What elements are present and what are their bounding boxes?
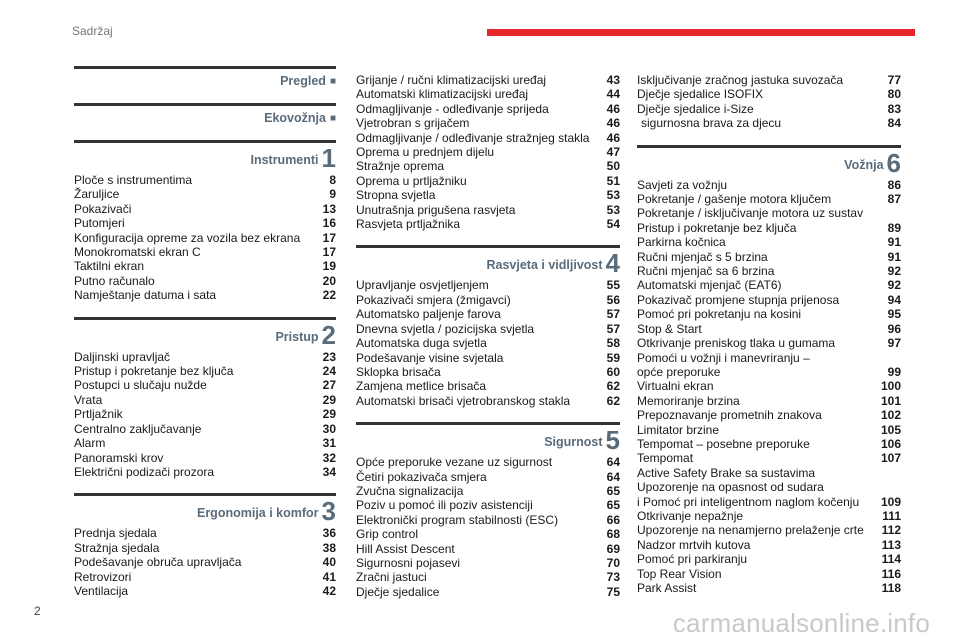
- toc-section: [356, 245, 620, 408]
- toc-entry-page: 95: [887, 307, 901, 322]
- toc-entry-title: Otkrivanje nepažnje: [637, 508, 744, 523]
- toc-entry-title: Oprema u prtljažniku: [356, 173, 467, 188]
- toc-entry-title: Grip control: [356, 527, 419, 542]
- toc-entry-page: 27: [322, 378, 336, 393]
- toc-entry-page: 47: [606, 145, 620, 160]
- toc-column-1: [74, 66, 336, 612]
- toc-entry-page: 40: [322, 555, 336, 570]
- toc-entry[interactable]: [356, 293, 620, 307]
- toc-entry-title: Podešavanje visine svjetala: [356, 350, 504, 365]
- toc-entry-page: 102: [880, 408, 901, 423]
- toc-entry[interactable]: [74, 570, 336, 584]
- toc-entry-title: Vjetrobran s grijačem: [356, 116, 470, 131]
- toc-entry[interactable]: [637, 178, 901, 192]
- toc-entry-page: 91: [887, 249, 901, 264]
- toc-entry[interactable]: [74, 216, 336, 230]
- toc-entry-page: 16: [322, 216, 336, 231]
- toc-entry-title: Električni podizači prozora: [74, 464, 215, 479]
- toc-entry[interactable]: [356, 527, 620, 541]
- toc-entry[interactable]: [637, 235, 901, 249]
- toc-entry[interactable]: [356, 585, 620, 599]
- toc-entry[interactable]: [74, 436, 336, 450]
- toc-entry-page: 57: [606, 321, 620, 336]
- toc-entry-page: 50: [606, 159, 620, 174]
- toc-entry-page: 32: [322, 450, 336, 465]
- toc-entry-title: Centralno zaključavanje: [74, 421, 202, 436]
- toc-entry-title: Namještanje datuma i sata: [74, 288, 217, 303]
- toc-entry-title: sigurnosna brava za djecu: [641, 116, 782, 131]
- toc-entry-page: 55: [606, 278, 620, 293]
- toc-entry-title: Opće preporuke vezane uz sigurnost: [356, 455, 553, 470]
- toc-entry-title: Četiri pokazivača smjera: [356, 469, 487, 484]
- toc-entry[interactable]: [74, 541, 336, 555]
- toc-entry[interactable]: [637, 293, 901, 307]
- toc-entry[interactable]: [74, 555, 336, 569]
- toc-entry[interactable]: [356, 131, 620, 145]
- toc-entry[interactable]: [74, 187, 336, 201]
- toc-entry-page: 107: [880, 451, 901, 466]
- section-title: Sigurnost: [544, 435, 603, 450]
- toc-entry-page: 44: [606, 87, 620, 102]
- toc-entry[interactable]: [637, 365, 901, 379]
- section-heading: [74, 317, 336, 350]
- toc-entry-title: Oprema u prednjem dijelu: [356, 145, 495, 160]
- toc-entry-title: Dječje sjedalice i-Size: [637, 101, 754, 116]
- toc-entry[interactable]: [637, 73, 901, 87]
- toc-entry-page: 73: [606, 570, 620, 585]
- toc-entry-page: 91: [887, 235, 901, 250]
- toc-entry-page: 65: [606, 498, 620, 513]
- toc-entry-page: 60: [606, 364, 620, 379]
- toc-entry-page: 80: [887, 87, 901, 102]
- toc-entry-page: 30: [322, 421, 336, 436]
- toc-entry-title: Stop & Start: [637, 321, 702, 336]
- toc-section: [356, 422, 620, 599]
- watermark: carmanualsonline.info: [672, 608, 930, 638]
- toc-entry-page: 106: [880, 436, 901, 451]
- toc-entry-title: Automatska duga svjetla: [356, 336, 487, 351]
- toc-entry-title: Dječje sjedalice: [356, 584, 440, 599]
- toc-entry-title: Automatski klimatizacijski uređaj: [356, 87, 529, 102]
- toc-entry-title: Sigurnosni pojasevi: [356, 555, 461, 570]
- toc-entry-title: Grijanje / ručni klimatizacijski uređaj: [356, 73, 547, 87]
- toc-entry[interactable]: [356, 556, 620, 570]
- toc-entry-page: 101: [880, 393, 901, 408]
- toc-entry-page: 31: [322, 436, 336, 451]
- toc-entry-page: 116: [881, 566, 901, 581]
- toc-entry[interactable]: [74, 584, 336, 598]
- toc-entry[interactable]: [74, 202, 336, 216]
- section-title: Ekovožnja: [264, 111, 326, 125]
- toc-entry-title: Putno računalo: [74, 273, 155, 288]
- toc-entry-title: Elektronički program stabilnosti (ESC): [356, 512, 559, 527]
- toc-entry-title: Sklopka brisača: [356, 364, 441, 379]
- toc-entry-title: Pomoći u vožnji i manevriranju –: [637, 350, 810, 365]
- toc-entry[interactable]: [74, 422, 336, 436]
- toc-entry-title: Park Assist: [637, 581, 697, 595]
- toc-entry-page: 58: [606, 336, 620, 351]
- toc-entry[interactable]: [637, 102, 901, 116]
- toc-entry-title: Hill Assist Descent: [356, 541, 455, 556]
- toc-entry-title: Ploče s instrumentima: [74, 173, 193, 187]
- toc-entry-title: Pomoć pri pokretanju na kosini: [637, 307, 802, 322]
- toc-entry-page: 38: [322, 540, 336, 555]
- toc-entry-page: 112: [881, 523, 901, 538]
- toc-entry[interactable]: [356, 351, 620, 365]
- toc-entry-page: 70: [606, 555, 620, 570]
- toc-entry-title: Automatski mjenjač (EAT6): [637, 278, 782, 293]
- section-heading: [637, 145, 901, 178]
- toc-entry-title: Konfiguracija opreme za vozila bez ekrana: [74, 230, 301, 245]
- toc-column-3: [637, 66, 901, 609]
- toc-entry[interactable]: [637, 480, 901, 494]
- toc-entry-title: Stražnje oprema: [356, 159, 445, 174]
- toc-entry-page: 86: [887, 177, 901, 192]
- toc-entry[interactable]: [356, 570, 620, 584]
- toc-entry-title: Daljinski upravljač: [74, 349, 171, 364]
- toc-entry-page: 68: [606, 527, 620, 542]
- toc-entry-page: 97: [887, 336, 901, 351]
- toc-entry-title: Automatski brisači vjetrobranskog stakla: [356, 393, 571, 408]
- toc-entry-title: Postupci u slučaju nužde: [74, 378, 207, 393]
- toc-entry-title: Panoramski krov: [74, 450, 164, 465]
- toc-section: [637, 66, 901, 131]
- section-square-marker: ■: [329, 76, 336, 87]
- toc-entry-page: 24: [322, 364, 336, 379]
- toc-entry[interactable]: [74, 451, 336, 465]
- toc-entry-page: 100: [880, 379, 901, 394]
- section-title: Ergonomija i komfor: [196, 506, 319, 521]
- toc-entry[interactable]: [637, 264, 901, 278]
- toc-entry-page: 89: [887, 220, 901, 235]
- toc-entry-page: 46: [606, 101, 620, 116]
- toc-entry-title: Poziv u pomoć ili poziv asistenciji: [356, 498, 533, 513]
- toc-entry[interactable]: [356, 513, 620, 527]
- toc-entry-title: Pomoć pri parkiranju: [637, 552, 748, 567]
- toc-entry-title: Prtljažnik: [74, 407, 123, 422]
- toc-entry-page: 64: [606, 455, 620, 470]
- toc-entry[interactable]: [356, 188, 620, 202]
- toc-entry[interactable]: [637, 552, 901, 566]
- toc-section: [74, 317, 336, 480]
- toc-entry-page: 105: [880, 422, 901, 437]
- toc-entry-page: 53: [606, 188, 620, 203]
- toc-entry[interactable]: [637, 567, 901, 581]
- toc-section: [356, 66, 620, 231]
- toc-entry-page: 94: [887, 292, 901, 307]
- toc-entry-page: 109: [880, 494, 901, 509]
- toc-entry[interactable]: [356, 394, 620, 408]
- section-heading: [74, 493, 336, 527]
- toc-entry-title: Prednja sjedala: [74, 526, 157, 541]
- toc-entry-page: 114: [881, 552, 901, 567]
- toc-entry-page: 43: [606, 73, 620, 87]
- toc-entry-page: 113: [881, 537, 901, 552]
- toc-entry-title: Ručni mjenjač sa 6 brzina: [637, 264, 775, 279]
- toc-entry[interactable]: [356, 484, 620, 498]
- section-number: 4: [605, 248, 620, 279]
- toc-entry-title: Putomjeri: [74, 216, 125, 231]
- toc-entry[interactable]: [356, 159, 620, 173]
- toc-entry-page: 75: [606, 584, 620, 599]
- toc-entry[interactable]: [356, 116, 620, 130]
- toc-entry-page: 36: [322, 526, 336, 541]
- toc-entry-title: Upravljanje osvjetljenjem: [356, 278, 489, 293]
- toc-section: [74, 103, 336, 126]
- toc-entry[interactable]: [637, 581, 901, 595]
- toc-entry[interactable]: [356, 498, 620, 512]
- toc-entry[interactable]: [356, 278, 620, 292]
- toc-entry[interactable]: [637, 221, 901, 235]
- toc-entry-page: 64: [606, 469, 620, 484]
- toc-section: [74, 493, 336, 598]
- toc-entry-title: Parkirna kočnica: [637, 235, 726, 250]
- toc-entry-title: Savjeti za vožnju: [637, 177, 728, 192]
- toc-entry[interactable]: [637, 538, 901, 552]
- toc-entry[interactable]: [356, 145, 620, 159]
- toc-entry-title: Stražnja sjedala: [74, 540, 160, 555]
- toc-entry[interactable]: [356, 379, 620, 393]
- toc-entry-title: Zvučna signalizacija: [356, 483, 464, 498]
- toc-entry[interactable]: [74, 274, 336, 288]
- toc-entry-title: Pokretanje / gašenje motora ključem: [637, 192, 832, 207]
- toc-entry-page: 17: [322, 230, 336, 245]
- section-number: 2: [321, 319, 336, 350]
- toc-entry[interactable]: [637, 451, 901, 465]
- toc-entry-title: Pristup i pokretanje bez ključa: [74, 364, 234, 379]
- toc-entry-page: 29: [322, 392, 336, 407]
- toc-entry-title: Monokromatski ekran C: [74, 245, 201, 260]
- toc-entry[interactable]: [356, 307, 620, 321]
- toc-entry-page: 77: [887, 73, 901, 87]
- toc-entry[interactable]: [637, 250, 901, 264]
- toc-entry[interactable]: [637, 466, 901, 480]
- toc-entry-title: Upozorenje na opasnost od sudara: [637, 480, 824, 495]
- toc-entry[interactable]: [74, 526, 336, 540]
- toc-entry-title: i Pomoć pri inteligentnom naglom kočenju: [637, 494, 860, 509]
- toc-entry-page: 42: [322, 583, 336, 598]
- toc-entry-title: Unutrašnja prigušena rasvjeta: [356, 202, 516, 217]
- section-heading: [74, 103, 336, 126]
- toc-entry[interactable]: [637, 336, 901, 350]
- toc-entry-title: Isključivanje zračnog jastuka suvozača: [637, 73, 844, 87]
- toc-entry-page: 92: [887, 278, 901, 293]
- section-title: Pristup: [275, 329, 319, 344]
- toc-entry-page: 53: [606, 202, 620, 217]
- toc-entry[interactable]: [74, 245, 336, 259]
- page-header-title: Sadržaj: [72, 24, 113, 38]
- toc-entry[interactable]: [637, 423, 901, 437]
- toc-entry-title: Retrovizori: [74, 569, 132, 584]
- toc-entry-title: Ručni mjenjač s 5 brzina: [637, 249, 768, 264]
- toc-entry[interactable]: [637, 206, 901, 220]
- section-title: Rasvjeta i vidljivost: [486, 258, 603, 273]
- toc-entry-page: 13: [322, 201, 336, 216]
- toc-entry[interactable]: [637, 307, 901, 321]
- toc-entry[interactable]: [637, 116, 901, 130]
- toc-entry-page: 29: [322, 407, 336, 422]
- toc-entry-page: 66: [606, 512, 620, 527]
- section-title: Vožnja: [844, 157, 884, 172]
- toc-entry[interactable]: [637, 351, 901, 365]
- toc-entry[interactable]: [74, 465, 336, 479]
- toc-entry-title: Tempomat – posebne preporuke: [637, 436, 810, 451]
- toc-entry-title: Virtualni ekran: [637, 379, 714, 394]
- toc-entry[interactable]: [74, 288, 336, 302]
- toc-entry-title: Pokazivač promjene stupnja prijenosa: [637, 292, 840, 307]
- section-heading: [356, 245, 620, 279]
- toc-entry-title: Vrata: [74, 392, 103, 407]
- toc-entry-title: opće preporuke: [637, 364, 721, 379]
- toc-entry[interactable]: [637, 495, 901, 509]
- section-heading: [74, 140, 336, 173]
- section-heading: [74, 66, 336, 89]
- toc-entry-page: 34: [322, 464, 336, 479]
- toc-entry-title: Pokretanje / isključivanje motora uz sustav: [637, 206, 864, 221]
- toc-entry-title: Podešavanje obruča upravljača: [74, 555, 242, 570]
- toc-entry-title: Memoriranje brzina: [637, 393, 740, 408]
- toc-entry[interactable]: [356, 73, 620, 87]
- toc-entry[interactable]: [74, 364, 336, 378]
- toc-entry-title: Pristup i pokretanje bez ključa: [637, 220, 797, 235]
- toc-entry[interactable]: [356, 322, 620, 336]
- toc-entry-page: 84: [887, 116, 901, 131]
- toc-entry[interactable]: [356, 365, 620, 379]
- toc-entry[interactable]: [356, 102, 620, 116]
- toc-entry[interactable]: [637, 278, 901, 292]
- toc-entry[interactable]: [74, 259, 336, 273]
- section-number: 3: [321, 496, 336, 527]
- toc-entry-title: Tempomat: [637, 451, 694, 466]
- toc-entry[interactable]: [356, 542, 620, 556]
- toc-entry-page: 23: [322, 349, 336, 364]
- section-title: Instrumenti: [250, 153, 319, 167]
- toc-entry-page: 22: [322, 288, 336, 303]
- toc-entry[interactable]: [356, 87, 620, 101]
- toc-entry[interactable]: [637, 87, 901, 101]
- toc-entry-title: Limitator brzine: [637, 422, 720, 437]
- section-number: 6: [886, 147, 901, 178]
- toc-entry-page: 20: [322, 273, 336, 288]
- section-number: 1: [321, 143, 336, 173]
- toc-entry[interactable]: [356, 217, 620, 231]
- toc-entry[interactable]: [637, 509, 901, 523]
- toc-entry-title: Odmagljivanje - odleđivanje sprijeda: [356, 101, 549, 116]
- toc-entry-page: 118: [881, 581, 901, 595]
- toc-entry-page: 92: [887, 264, 901, 279]
- toc-entry-page: 56: [606, 292, 620, 307]
- toc-entry-title: Ventilacija: [74, 583, 129, 598]
- toc-entry-page: 62: [606, 393, 620, 408]
- toc-entry-page: 96: [887, 321, 901, 336]
- toc-entry-page: 57: [606, 307, 620, 322]
- toc-entry-page: 17: [322, 245, 336, 260]
- toc-entry-page: 46: [606, 130, 620, 145]
- toc-entry-page: 8: [329, 173, 336, 187]
- toc-entry-title: Odmagljivanje / odleđivanje stražnjeg stakla: [356, 130, 590, 145]
- toc-section: [74, 66, 336, 89]
- toc-entry[interactable]: [637, 192, 901, 206]
- toc-entry-title: Dječje sjedalice ISOFIX: [637, 87, 764, 102]
- toc-entry[interactable]: [637, 322, 901, 336]
- toc-section: [74, 140, 336, 303]
- toc-entry[interactable]: [356, 203, 620, 217]
- toc-entry[interactable]: [74, 378, 336, 392]
- header-accent-bar: [487, 29, 915, 36]
- toc-entry[interactable]: [637, 394, 901, 408]
- toc-entry[interactable]: [356, 470, 620, 484]
- toc-entry-page: 9: [329, 187, 336, 202]
- section-square-marker: ■: [329, 113, 336, 124]
- toc-entry[interactable]: [356, 174, 620, 188]
- toc-entry-title: Dnevna svjetla / pozicijska svjetla: [356, 321, 535, 336]
- page-number: 2: [34, 604, 41, 618]
- toc-entry[interactable]: [356, 336, 620, 350]
- section-number: 5: [605, 425, 620, 456]
- toc-entry-title: Alarm: [74, 436, 106, 451]
- toc-entry[interactable]: [637, 437, 901, 451]
- toc-entry-title: Nadzor mrtvih kutova: [637, 537, 751, 552]
- toc-entry-page: 87: [887, 192, 901, 207]
- toc-section: [637, 145, 901, 596]
- toc-entry-title: Žaruljice: [74, 187, 120, 202]
- toc-entry[interactable]: [74, 173, 336, 187]
- toc-entry-title: Automatsko paljenje farova: [356, 307, 501, 322]
- toc-entry-page: 59: [606, 350, 620, 365]
- toc-entry[interactable]: [74, 407, 336, 421]
- toc-entry-title: Prepoznavanje prometnih znakova: [637, 408, 822, 423]
- toc-entry-title: Pokazivači smjera (žmigavci): [356, 292, 511, 307]
- toc-entry-page: 46: [606, 116, 620, 131]
- toc-entry-page: 54: [606, 217, 620, 232]
- toc-entry-page: 51: [606, 173, 620, 188]
- toc-entry-page: 65: [606, 483, 620, 498]
- toc-entry-title: Rasvjeta prtljažnika: [356, 217, 461, 232]
- toc-entry-title: Zračni jastuci: [356, 570, 427, 585]
- toc-entry-page: 62: [606, 379, 620, 394]
- toc-entry-title: Taktilni ekran: [74, 259, 145, 274]
- toc-entry-page: 69: [606, 541, 620, 556]
- toc-entry-page: 99: [887, 364, 901, 379]
- toc-entry-page: 83: [887, 101, 901, 116]
- toc-entry[interactable]: [356, 455, 620, 469]
- toc-entry[interactable]: [74, 231, 336, 245]
- toc-entry-title: Otkrivanje preniskog tlaka u gumama: [637, 336, 836, 351]
- toc-entry-page: 19: [322, 259, 336, 274]
- toc-entry-title: Upozorenje na nenamjerno prelaženje crte: [637, 523, 864, 538]
- toc-entry[interactable]: [74, 350, 336, 364]
- toc-entry[interactable]: [637, 408, 901, 422]
- toc-entry[interactable]: [637, 379, 901, 393]
- toc-entry-title: Zamjena metlice brisača: [356, 379, 487, 394]
- toc-entry-page: 41: [322, 569, 336, 584]
- toc-entry[interactable]: [637, 523, 901, 537]
- toc-entry-title: Stropna svjetla: [356, 188, 436, 203]
- toc-entry-page: 111: [882, 508, 901, 523]
- toc-entry-title: Pokazivači: [74, 201, 132, 216]
- toc-entry-title: Active Safety Brake sa sustavima: [637, 465, 816, 480]
- toc-entry-title: Top Rear Vision: [637, 566, 722, 581]
- section-title: Pregled: [280, 74, 326, 88]
- section-heading: [356, 422, 620, 456]
- toc-entry[interactable]: [74, 393, 336, 407]
- toc-column-2: [356, 66, 620, 613]
